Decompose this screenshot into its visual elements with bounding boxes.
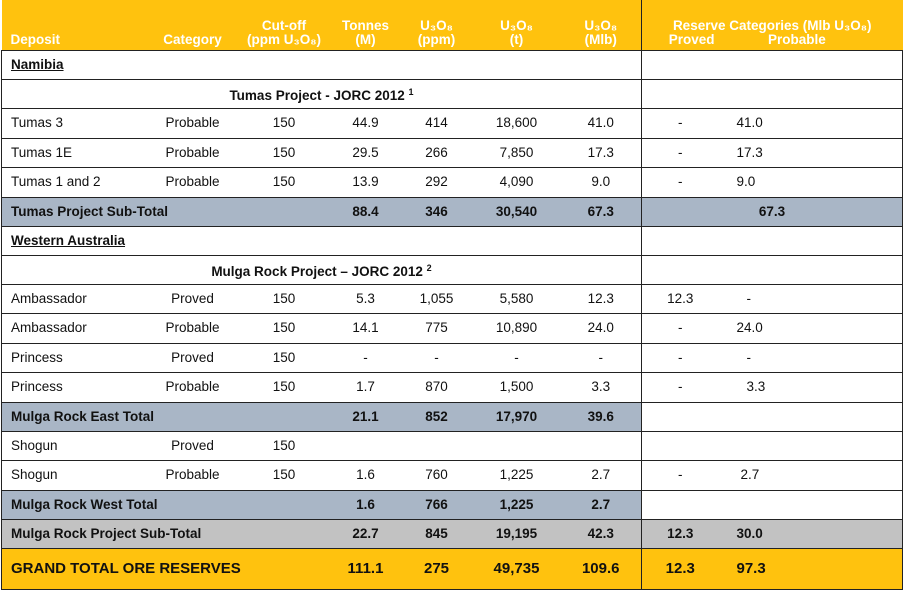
cell-ppm: 870 xyxy=(401,373,473,403)
header-u3o8-ppm xyxy=(401,0,473,51)
header-reserve-categories-title: Reserve Categories (Mlb U₃O₈) xyxy=(672,18,872,33)
grand-total-ppm: 275 xyxy=(401,548,473,589)
subtotal-label: Mulga Rock Project Sub-Total xyxy=(2,519,331,548)
cell-deposit: Tumas 1 and 2 xyxy=(2,168,148,198)
cell-tonnes-u3o8: 10,890 xyxy=(473,314,561,344)
cell-proved: - xyxy=(642,168,719,198)
cell-category: Proved xyxy=(148,343,238,373)
footnote-2: 2 xyxy=(426,262,432,273)
cell-deposit: Shogun xyxy=(2,461,148,491)
cell-probable xyxy=(719,431,903,461)
header-u3o8-mlb-line2: (Mlb) xyxy=(584,32,617,47)
cell-category: Probable xyxy=(148,373,238,403)
cell-proved: 12.3 xyxy=(642,284,719,314)
cell-ppm: 775 xyxy=(401,314,473,344)
header-u3o8-mlb-line1: U₃O₈ xyxy=(584,18,618,33)
cell-tonnes-u3o8: 1,500 xyxy=(473,373,561,403)
subtotal-t: 17,970 xyxy=(473,402,561,431)
cell-ppm xyxy=(401,431,473,461)
cell-probable: 9.0 xyxy=(719,168,903,198)
ore-reserves-table xyxy=(1,0,903,590)
grand-total-label: GRAND TOTAL ORE RESERVES xyxy=(2,548,331,589)
cell-tonnes: 44.9 xyxy=(331,109,401,139)
subtotal-t: 1,225 xyxy=(473,490,561,519)
table-row xyxy=(2,168,903,198)
cell-mlb: 17.3 xyxy=(561,138,642,168)
table-row xyxy=(2,373,903,403)
table-row xyxy=(2,461,903,491)
subtotal-mlb: 39.6 xyxy=(561,402,642,431)
cell-tonnes-u3o8: 4,090 xyxy=(473,168,561,198)
cell-category: Probable xyxy=(148,314,238,344)
cell-tonnes-u3o8 xyxy=(473,431,561,461)
cell-probable: - xyxy=(719,343,903,373)
header-tonnes-line1: Tonnes xyxy=(342,18,389,33)
cell-tonnes: 13.9 xyxy=(331,168,401,198)
cell-tonnes-u3o8: 5,580 xyxy=(473,284,561,314)
subtotal-ppm: 852 xyxy=(401,402,473,431)
cell-cutoff: 150 xyxy=(238,314,331,344)
cell-proved: - xyxy=(642,373,719,403)
table-row xyxy=(2,314,903,344)
grand-total-tonnes: 111.1 xyxy=(331,548,401,589)
cell-probable: 2.7 xyxy=(719,461,903,491)
cell-deposit: Ambassador xyxy=(2,284,148,314)
cell-mlb: - xyxy=(561,343,642,373)
cell-tonnes: 14.1 xyxy=(331,314,401,344)
grand-total-mlb: 109.6 xyxy=(561,548,642,589)
project-title-mulga-rock: Mulga Rock Project – JORC 2012 $^2$ xyxy=(2,255,642,284)
header-cutoff xyxy=(238,0,331,51)
cell-mlb: 2.7 xyxy=(561,461,642,491)
cell-deposit: Princess xyxy=(2,343,148,373)
subtotal-tonnes: 22.7 xyxy=(331,519,401,548)
cell-mlb: 12.3 xyxy=(561,284,642,314)
cell-mlb xyxy=(561,431,642,461)
cell-tonnes: 1.6 xyxy=(331,461,401,491)
cell-cutoff: 150 xyxy=(238,109,331,139)
cell-ppm: 414 xyxy=(401,109,473,139)
header-proved: Proved xyxy=(668,32,715,47)
grand-total-t: 49,735 xyxy=(473,548,561,589)
subtotal-tonnes: 88.4 xyxy=(331,197,401,226)
cell-deposit: Tumas 3 xyxy=(2,109,148,139)
cell-mlb: 24.0 xyxy=(561,314,642,344)
subtotal-mlb: 42.3 xyxy=(561,519,642,548)
grand-total-row xyxy=(2,548,903,589)
cell-deposit: Tumas 1E xyxy=(2,138,148,168)
subtotal-ppm: 766 xyxy=(401,490,473,519)
subtotal-label: Mulga Rock West Total xyxy=(2,490,331,519)
cell-tonnes-u3o8: 1,225 xyxy=(473,461,561,491)
cell-proved: - xyxy=(642,343,719,373)
table-row xyxy=(2,431,903,461)
cell-ppm: - xyxy=(401,343,473,373)
cell-ppm: 1,055 xyxy=(401,284,473,314)
subtotal-mlb: 67.3 xyxy=(561,197,642,226)
table-row xyxy=(2,109,903,139)
subtotal-row-mulga-rock-project xyxy=(2,519,903,548)
cell-tonnes: 5.3 xyxy=(331,284,401,314)
subtotal-row-mulga-east xyxy=(2,402,903,431)
subtotal-probable: 30.0 xyxy=(719,519,903,548)
grand-total-proved: 12.3 xyxy=(642,548,719,589)
subtotal-mlb: 2.7 xyxy=(561,490,642,519)
region-western-australia: Western Australia xyxy=(2,226,238,255)
region-row-namibia xyxy=(2,51,903,80)
region-row-western-australia xyxy=(2,226,903,255)
cell-category: Probable xyxy=(148,461,238,491)
cell-tonnes-u3o8: 7,850 xyxy=(473,138,561,168)
table-row xyxy=(2,343,903,373)
subtotal-label: Tumas Project Sub-Total xyxy=(2,197,331,226)
cell-proved: - xyxy=(642,461,719,491)
cell-cutoff: 150 xyxy=(238,168,331,198)
subtotal-t: 30,540 xyxy=(473,197,561,226)
cell-mlb: 3.3 xyxy=(561,373,642,403)
subtotal-ppm: 845 xyxy=(401,519,473,548)
cell-tonnes xyxy=(331,431,401,461)
cell-tonnes: 1.7 xyxy=(331,373,401,403)
header-tonnes-line2: (M) xyxy=(355,32,376,47)
cell-probable: 3.3 xyxy=(719,373,903,403)
project-row-tumas xyxy=(2,80,903,109)
subtotal-row-tumas xyxy=(2,197,903,226)
subtotal-tonnes: 21.1 xyxy=(331,402,401,431)
table-row xyxy=(2,138,903,168)
cell-deposit: Shogun xyxy=(2,431,148,461)
table-row xyxy=(2,284,903,314)
header-u3o8-mlb xyxy=(561,0,642,51)
header-tonnes xyxy=(331,0,401,51)
cell-probable: 41.0 xyxy=(719,109,903,139)
subtotal-label: Mulga Rock East Total xyxy=(2,402,331,431)
cell-proved: - xyxy=(642,314,719,344)
cell-deposit: Ambassador xyxy=(2,314,148,344)
footnote-1: 1 xyxy=(408,87,414,97)
cell-ppm: 292 xyxy=(401,168,473,198)
cell-cutoff: 150 xyxy=(238,431,331,461)
table-header-row xyxy=(2,0,903,51)
subtotal-tonnes: 1.6 xyxy=(331,490,401,519)
header-u3o8-ppm-line2: (ppm) xyxy=(417,32,456,47)
cell-tonnes: - xyxy=(331,343,401,373)
header-u3o8-t-line2: (t) xyxy=(509,32,524,47)
cell-deposit: Princess xyxy=(2,373,148,403)
subtotal-reserves: 67.3 xyxy=(642,197,903,226)
project-title-tumas: Tumas Project - JORC 2012 $^1$ xyxy=(2,80,642,109)
header-deposit: Deposit xyxy=(2,0,148,51)
cell-cutoff: 150 xyxy=(238,343,331,373)
cell-tonnes-u3o8: - xyxy=(473,343,561,373)
header-u3o8-t-line1: U₃O₈ xyxy=(500,18,533,33)
cell-category: Probable xyxy=(148,109,238,139)
cell-mlb: 9.0 xyxy=(561,168,642,198)
subtotal-ppm: 346 xyxy=(401,197,473,226)
cell-ppm: 760 xyxy=(401,461,473,491)
cell-proved xyxy=(642,431,719,461)
cell-cutoff: 150 xyxy=(238,461,331,491)
cell-probable: 17.3 xyxy=(719,138,903,168)
subtotal-proved: 12.3 xyxy=(642,519,719,548)
project-row-mulga-rock xyxy=(2,255,903,284)
cell-tonnes: 29.5 xyxy=(331,138,401,168)
cell-category: Probable xyxy=(148,138,238,168)
header-category: Category xyxy=(148,0,238,51)
cell-cutoff: 150 xyxy=(238,284,331,314)
cell-probable: - xyxy=(719,284,903,314)
header-cutoff-line2: (ppm U₃O₈) xyxy=(246,32,322,47)
cell-cutoff: 150 xyxy=(238,373,331,403)
region-namibia: Namibia xyxy=(2,51,148,80)
subtotal-t: 19,195 xyxy=(473,519,561,548)
cell-proved: - xyxy=(642,109,719,139)
cell-cutoff: 150 xyxy=(238,138,331,168)
cell-ppm: 266 xyxy=(401,138,473,168)
cell-category: Proved xyxy=(148,284,238,314)
cell-probable: 24.0 xyxy=(719,314,903,344)
header-u3o8-t xyxy=(473,0,561,51)
cell-proved: - xyxy=(642,138,719,168)
cell-category: Proved xyxy=(148,431,238,461)
header-reserve-categories xyxy=(642,0,903,51)
cell-tonnes-u3o8: 18,600 xyxy=(473,109,561,139)
grand-total-probable: 97.3 xyxy=(719,548,903,589)
subtotal-row-mulga-west xyxy=(2,490,903,519)
cell-category: Probable xyxy=(148,168,238,198)
cell-mlb: 41.0 xyxy=(561,109,642,139)
header-probable: Probable xyxy=(767,32,826,47)
header-u3o8-ppm-line1: U₃O₈ xyxy=(420,18,453,33)
header-cutoff-line1: Cut-off xyxy=(261,18,307,33)
